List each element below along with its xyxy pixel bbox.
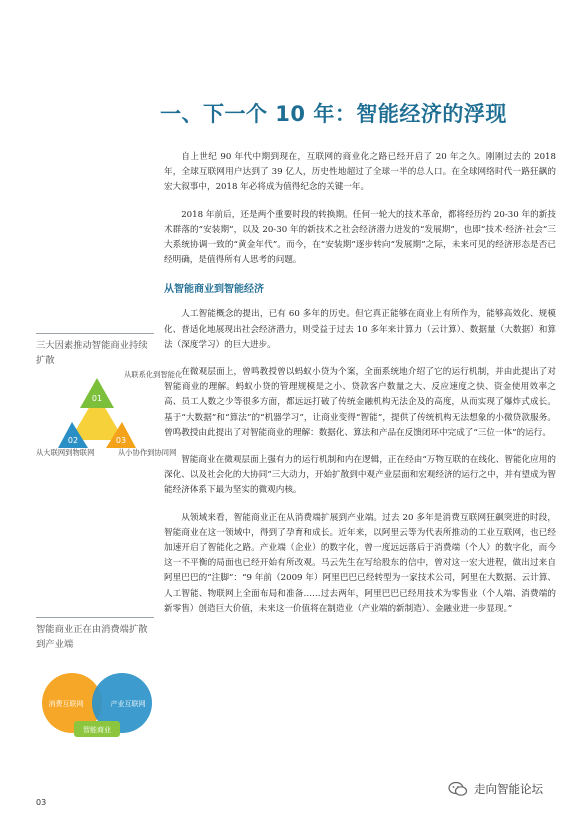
pyramid-number-1: 01	[91, 394, 103, 403]
venn-diagram	[36, 663, 158, 753]
watermark	[448, 781, 543, 797]
venn-label-bottom: 智能商业	[83, 726, 111, 734]
paragraph: 自上世纪 90 年代中期到现在，互联网的商业化之路已经开启了 20 年之久。刚刚过去的 2018 年，全球互联网用户达到了 39 亿人，历史性地超过了全球一半的总人口。在全球网络时代一路狂飙的宏大叙事中，2018 年必将成为值得纪念的关键一年。	[164, 152, 556, 193]
pyramid-diagram	[36, 368, 183, 480]
watermark-text: 走向智能论坛	[474, 782, 543, 796]
paragraph: 人工智能概念的提出，已有 60 多年的历史。但它真正能够在商业上有所作为，能够高效化、规模化、普适化地展现出社会经济潜力，则受益于过去 10 多年来计算力（云计算）、数据量（大数据）和算法（深度学习）的巨大进步。	[164, 309, 556, 350]
paragraph: 智能商业在微观层面上强有力的运行机制和内在逻辑，正在经由“万物互联的在线化、智能化应用的深化、以及社会化的大协同”三大动力，开始扩散到中观产业层面和宏观经济的运行之中，并有望成为智能经济体系下最为坚实的微观内核。	[164, 455, 556, 496]
venn-label-right: 产业互联网	[110, 700, 146, 708]
venn-label-left: 消费互联网	[48, 700, 84, 708]
sidebar-title: 三大因素推动智能商业持续扩散	[36, 333, 154, 368]
paragraph: 在微观层面上，曾鸣教授曾以蚂蚁小贷为个案，全面系统地介绍了它的运行机制，并由此提出了对智能商业的理解。蚂蚁小贷的管理规模是之小、贷款客户数量之大、反应速度之快、资金使用效率之高、员工人数之少等很多方面，都远远打破了传统金融机构无法企及的高度，从而实现了爆炸式成长。基于“大数据”和“算法”的“机器学习”，让商业变得“智能”，提供了传统机构无法想象的小微贷款服务。曾鸣教授由此提出了对智能商业的理解：数据化、算法和产品在反馈闭环中完成了“三位一体”的运行。	[164, 367, 556, 438]
pyramid-number-3: 03	[115, 436, 127, 445]
venn-graphic	[36, 663, 158, 753]
pyramid-label-left: 从大联网到物联网	[36, 448, 95, 457]
pyramid-label-right: 从小协作到协同网	[118, 448, 177, 457]
page-number: 03	[36, 798, 47, 807]
pyramid-top	[80, 378, 114, 408]
wechat-icon	[448, 781, 468, 797]
main-content	[164, 150, 556, 629]
sidebar-box-industry	[36, 617, 154, 652]
page-title: 一、下一个 10 年：智能经济的浮现	[160, 102, 507, 126]
section-heading: 从智能商业到智能经济	[164, 284, 264, 296]
pyramid-label-top: 从联系化到智能化	[124, 370, 183, 379]
paragraph: 从领域来看，智能商业正在从消费端扩展到产业端。过去 20 多年是消费互联网狂飙突进的时段，智能商业在这一领域中，得到了孕育和成长。近年来，以阿里云等为代表所推动的工业互联网，也已经加速开启了智能化之路。产业端（企业）的数字化，曾一度远远落后于消费端（个人）的数字化，而今这一不平衡的局面也已经开始有所改观。马云先生在写给股东的信中，曾对这一宏大进程，做出过来自阿里巴巴的“注脚”：“9 年前（2009 年）阿里巴巴已经转型为一家技术公司，阿里在大数据、云计算、人工智能、物联网上全面布局和准备……过去两年，阿里巴巴已经用技术为零售业（个人端、消费端的新零售）创造巨大价值，未来这一价值将在制造业（产业端的新制造）、金融业进一步显现。”	[164, 512, 556, 614]
sidebar-box-diffusion	[36, 333, 154, 368]
pyramid-number-2: 02	[67, 436, 79, 445]
paragraph: 2018 年前后，还是两个重要时段的转换期。任何一轮大的技术革命，都将经历约 20-30 年的新技术群落的“安装期”，以及 20-30 年的新技术之社会经济潜力迸发的“发展期”，也即“技术·经济·社会”三大系统协调一致的“黄金年代”。而今，在“安装期”逐步转向“发展期”之际，未来可见的经济形态是否已经明确，是值得所有人思考的问题。	[164, 209, 556, 266]
pyramid-graphic	[36, 368, 158, 480]
sidebar-title: 智能商业正在由消费端扩散到产业端	[36, 617, 154, 652]
